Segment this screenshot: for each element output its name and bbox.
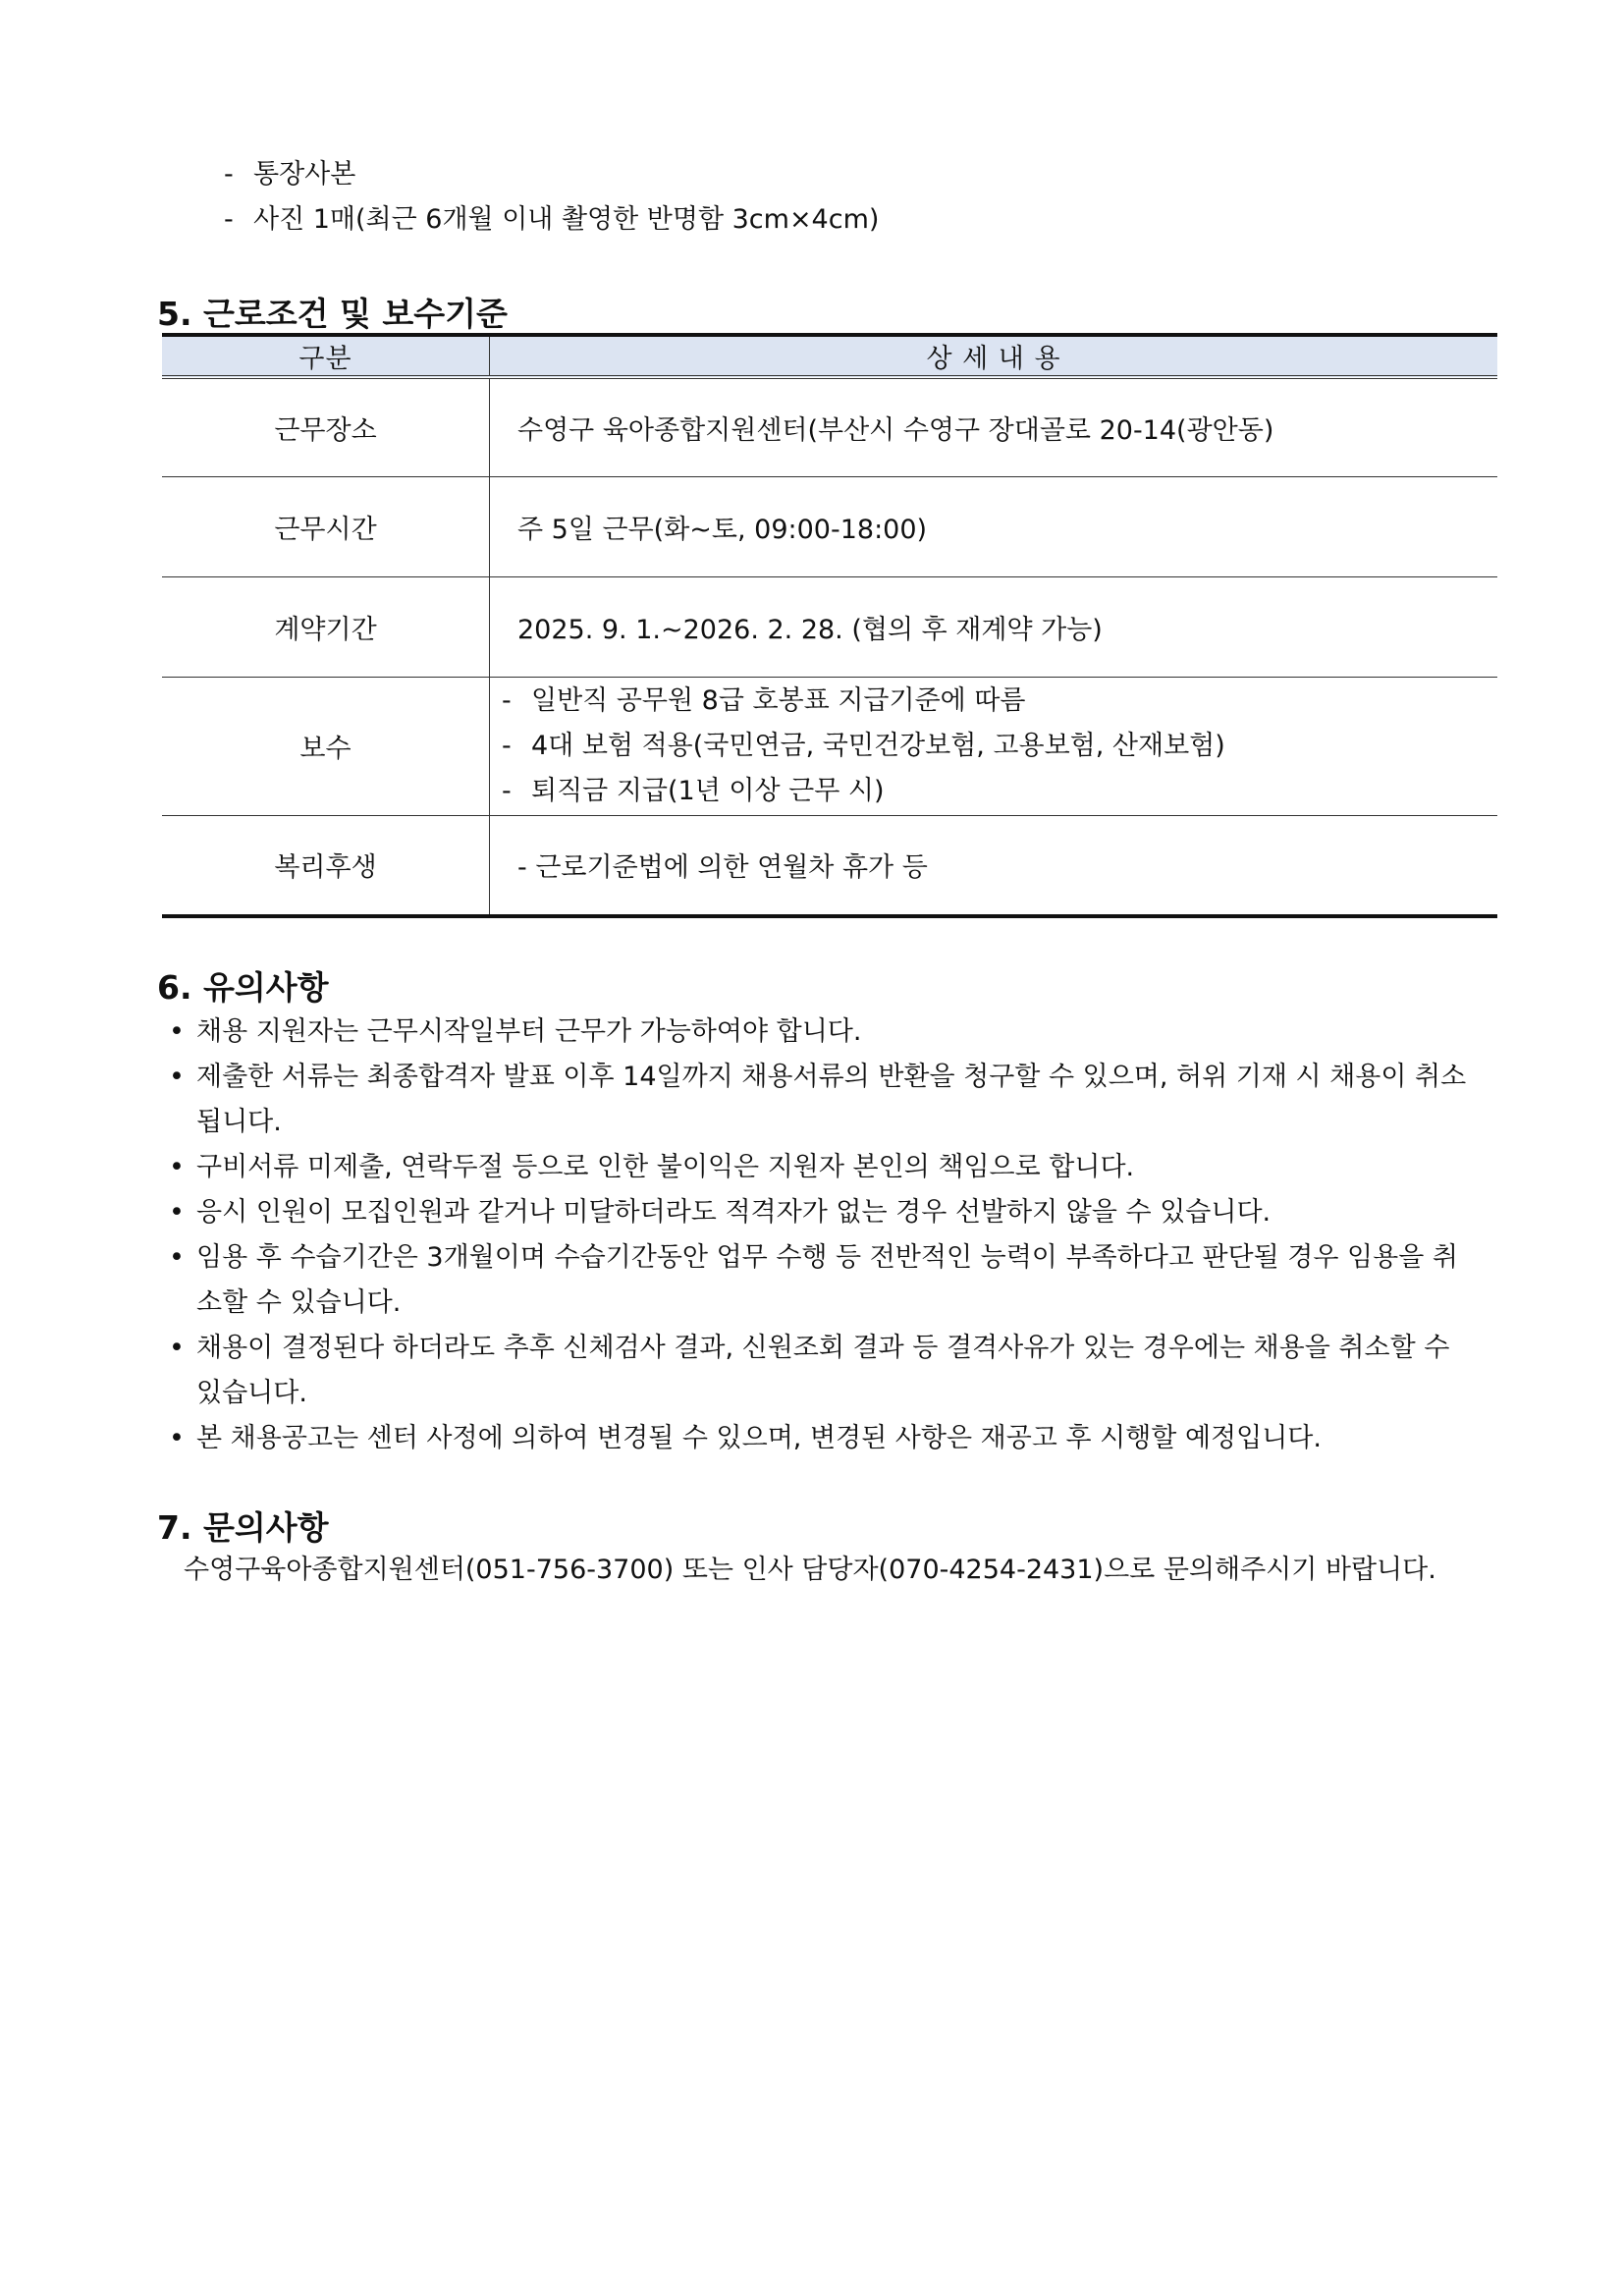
row-content: - 근로기준법에 의한 연월차 휴가 등 [490, 815, 1498, 916]
dash-marker: - [502, 775, 512, 806]
row-content: 주 5일 근무(화~토, 09:00-18:00) [490, 476, 1498, 576]
table-row [162, 476, 1497, 576]
row-content: 수영구 육아종합지원센터(부산시 수영구 장대골로 20-14(광안동) [490, 377, 1498, 476]
row-label: 근무시간 [162, 476, 490, 576]
row-content: 2025. 9. 1.~2026. 2. 28. (협의 후 재계약 가능) [490, 576, 1498, 677]
bullet-icon: • [169, 1423, 185, 1453]
section-5-title: 5. 근로조건 및 보수기준 [157, 295, 508, 333]
table-row [162, 677, 1497, 815]
list-item [224, 197, 879, 243]
list-item-text: 통장사본 [253, 159, 356, 190]
notice-text: 임용 후 수습기간은 3개월이며 수습기간동안 업무 수행 등 전반적인 능력이 부족하다고 판단될 경우 임용을 취소할 수 있습니다. [196, 1242, 1458, 1318]
column-header-category: 구분 [162, 335, 490, 377]
notice-item [167, 1235, 1473, 1326]
notice-item [167, 1326, 1473, 1416]
notice-text: 응시 인원이 모집인원과 같거나 미달하더라도 적격자가 없는 경우 선발하지 않을 수 있습니다. [196, 1197, 1272, 1228]
salary-item-text: 4대 보험 적용(국민연금, 국민건강보험, 고용보험, 산재보험) [531, 730, 1225, 761]
notice-item [167, 1055, 1473, 1145]
salary-item [490, 769, 1497, 814]
bullet-icon: • [169, 1333, 185, 1363]
section-7-title: 7. 문의사항 [157, 1508, 329, 1547]
table-header-row [162, 335, 1497, 377]
dash-marker: - [502, 684, 512, 716]
salary-item-text: 일반직 공무원 8급 호봉표 지급기준에 따름 [531, 684, 1026, 716]
bullet-icon: • [169, 1197, 185, 1228]
list-item [224, 152, 879, 197]
notice-text: 채용이 결정된다 하더라도 추후 신체검사 결과, 신원조회 결과 등 결격사유가 있는 경우에는 채용을 취소할 수 있습니다. [196, 1333, 1450, 1408]
row-label: 계약기간 [162, 576, 490, 677]
bullet-icon: • [169, 1062, 185, 1092]
row-label: 근무장소 [162, 377, 490, 476]
section-6-title: 6. 유의사항 [157, 968, 329, 1007]
row-label: 보수 [162, 677, 490, 815]
notice-item [167, 1145, 1473, 1190]
working-conditions-table [162, 333, 1497, 918]
salary-item [490, 679, 1497, 724]
contact-info: 수영구육아종합지원센터(051-756-3700) 또는 인사 담당자(070-4254-2431)으로 문의해주시기 바랍니다. [184, 1555, 1436, 1585]
dash-marker: - [224, 204, 234, 235]
salary-item-text: 퇴직금 지급(1년 이상 근무 시) [531, 775, 885, 806]
dash-marker: - [502, 730, 512, 761]
notice-text: 제출한 서류는 최종합격자 발표 이후 14일까지 채용서류의 반환을 청구할 수 있으며, 허위 기재 시 채용이 취소됩니다. [196, 1062, 1467, 1137]
notice-item [167, 1416, 1473, 1461]
column-header-details: 상 세 내 용 [490, 335, 1498, 377]
salary-item [490, 724, 1497, 769]
notice-item [167, 1190, 1473, 1235]
notice-list [167, 1010, 1473, 1461]
bullet-icon: • [169, 1152, 185, 1182]
row-content [490, 677, 1498, 815]
notice-text: 본 채용공고는 센터 사정에 의하여 변경될 수 있으며, 변경된 사항은 재공고 후 시행할 예정입니다. [196, 1423, 1322, 1453]
row-label: 복리후생 [162, 815, 490, 916]
bullet-icon: • [169, 1242, 185, 1273]
table-row [162, 815, 1497, 916]
notice-text: 채용 지원자는 근무시작일부터 근무가 가능하여야 합니다. [196, 1016, 862, 1047]
required-documents-list [224, 152, 879, 243]
table-row [162, 576, 1497, 677]
notice-text: 구비서류 미제출, 연락두절 등으로 인한 불이익은 지원자 본인의 책임으로 합니다. [196, 1152, 1135, 1182]
bullet-icon: • [169, 1016, 185, 1047]
notice-item [167, 1010, 1473, 1055]
list-item-text: 사진 1매(최근 6개월 이내 촬영한 반명함 3cm×4cm) [253, 204, 880, 235]
table-row [162, 377, 1497, 476]
dash-marker: - [224, 159, 234, 190]
